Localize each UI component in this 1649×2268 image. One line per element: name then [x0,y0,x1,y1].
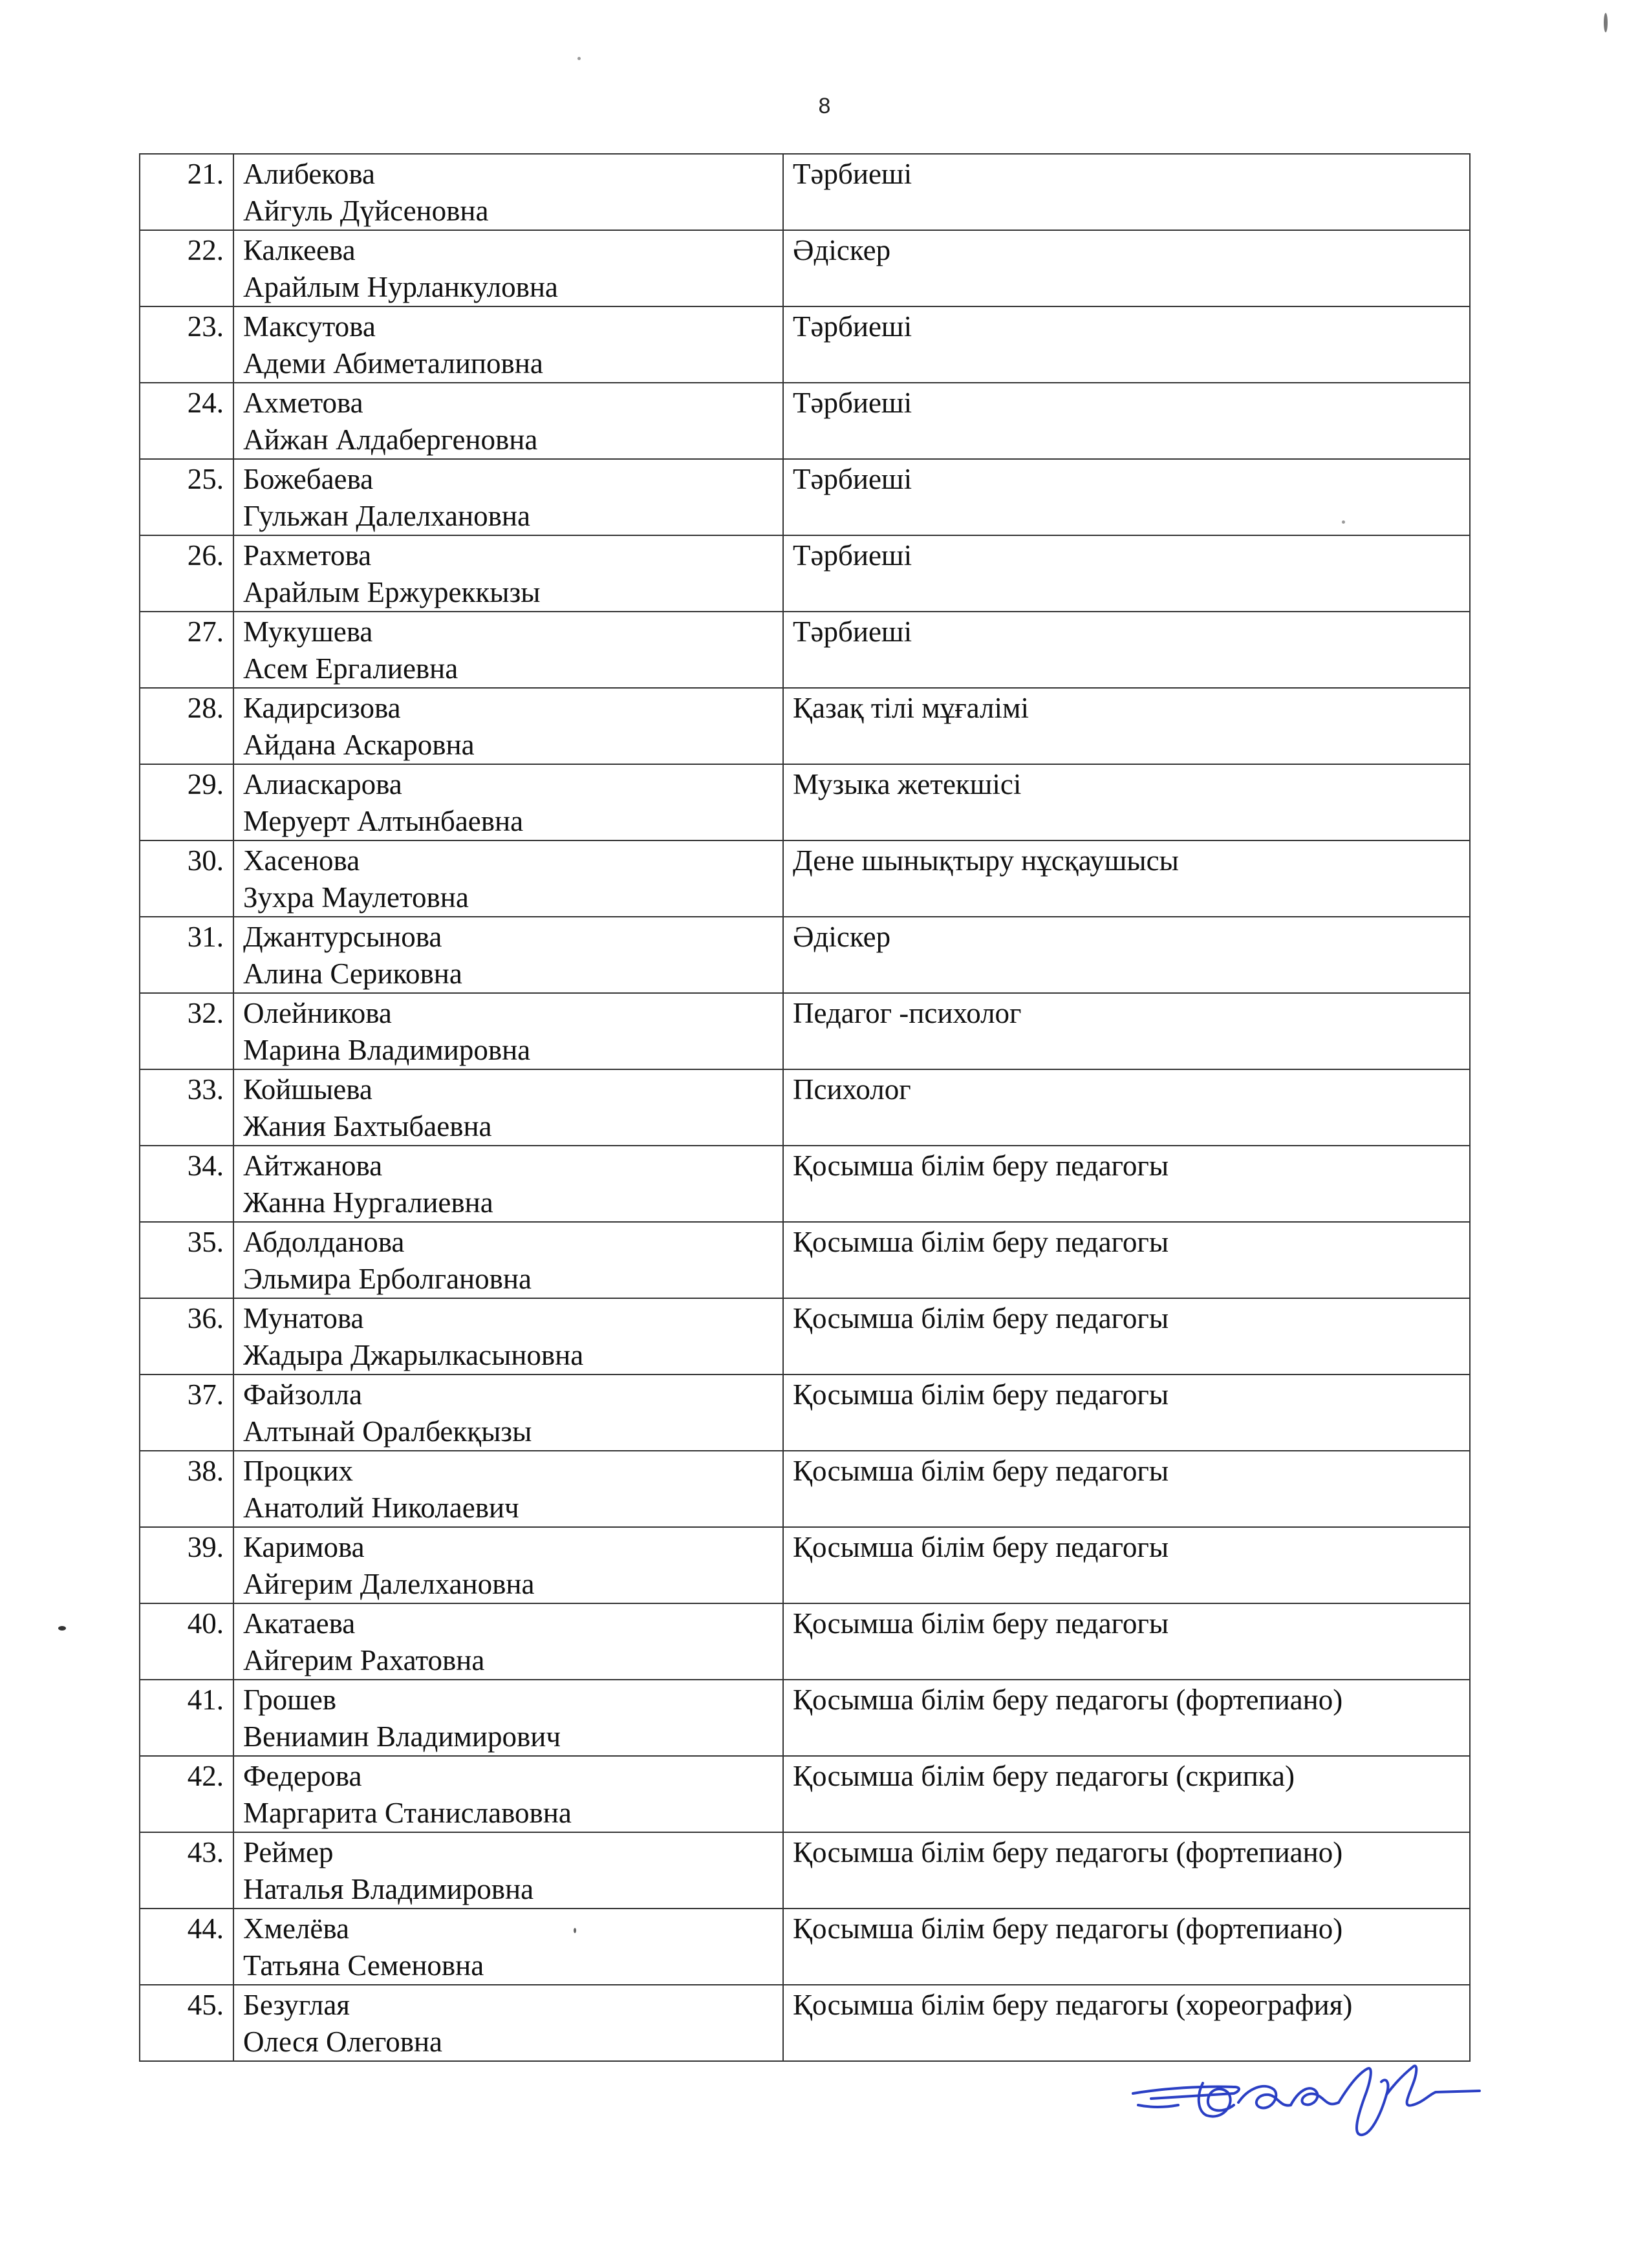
row-number: 41. [140,1680,233,1756]
table-row [140,230,1470,306]
given-names: Айдана Аскаровна [243,729,475,761]
position: Қосымша білім беру педагогы (фортепиано) [783,1680,1470,1756]
given-names: Олеся Олеговна [243,2026,443,2058]
full-name-cell [233,1603,783,1680]
surname: Грошев [243,1684,337,1716]
surname: Алибекова [243,158,376,190]
table-row [140,535,1470,612]
row-number: 33. [140,1069,233,1146]
surname: Процких [243,1455,354,1487]
table-row [140,1909,1470,1985]
full-name-cell [233,1680,783,1756]
surname: Мунатова [243,1302,364,1334]
position: Дене шынықтыру нұсқаушысы [783,840,1470,917]
surname: Джантурсынова [243,921,442,953]
given-names: Асем Ергалиевна [243,652,458,685]
surname: Айтжанова [243,1150,383,1182]
full-name-cell [233,230,783,306]
table-row [140,1603,1470,1680]
full-name-cell [233,1451,783,1527]
position: Қосымша білім беру педагогы [783,1146,1470,1222]
position: Қосымша білім беру педагогы [783,1222,1470,1298]
row-number: 40. [140,1603,233,1680]
row-number: 39. [140,1527,233,1603]
row-number: 22. [140,230,233,306]
row-number: 43. [140,1832,233,1909]
full-name-cell [233,612,783,688]
row-number: 29. [140,764,233,840]
given-names: Жадыра Джарылкасыновна [243,1339,584,1371]
surname: Койшыева [243,1073,372,1106]
surname: Ахметова [243,387,363,419]
position: Әдіскер [783,917,1470,993]
full-name-cell [233,1985,783,2061]
row-number: 24. [140,383,233,459]
table-row [140,1680,1470,1756]
staff-table [139,153,1471,2062]
given-names: Айжан Алдабергеновна [243,423,538,456]
full-name-cell [233,1832,783,1909]
given-names: Маргарита Станиславовна [243,1797,572,1829]
table-row [140,1146,1470,1222]
surname: Абдолданова [243,1226,405,1258]
table-row [140,764,1470,840]
row-number: 36. [140,1298,233,1375]
row-number: 32. [140,993,233,1069]
table-row [140,840,1470,917]
table-row [140,306,1470,383]
position: Тәрбиеші [783,459,1470,535]
row-number: 31. [140,917,233,993]
row-number: 26. [140,535,233,612]
position: Тәрбиеші [783,535,1470,612]
row-number: 28. [140,688,233,764]
row-number: 25. [140,459,233,535]
given-names: Айгуль Дүйсеновна [243,195,489,227]
full-name-cell [233,1298,783,1375]
given-names: Алтынай Оралбекқызы [243,1415,532,1448]
given-names: Арайлым Нурланкуловна [243,271,558,303]
position: Педагог -психолог [783,993,1470,1069]
scan-speck [58,1626,66,1631]
given-names: Наталья Владимировна [243,1873,534,1905]
row-number: 44. [140,1909,233,1985]
table-row [140,1451,1470,1527]
given-names: Айгерим Рахатовна [243,1644,485,1676]
row-number: 23. [140,306,233,383]
given-names: Меруерт Алтынбаевна [243,805,524,837]
position: Қосымша білім беру педагогы (хореография) [783,1985,1470,2061]
full-name-cell [233,993,783,1069]
full-name-cell [233,764,783,840]
full-name-cell [233,1375,783,1451]
position: Тәрбиеші [783,154,1470,230]
full-name-cell [233,1146,783,1222]
full-name-cell [233,306,783,383]
given-names: Вениамин Владимирович [243,1720,561,1753]
full-name-cell [233,917,783,993]
row-number: 38. [140,1451,233,1527]
position: Тәрбиеші [783,612,1470,688]
full-name-cell [233,154,783,230]
position: Тәрбиеші [783,383,1470,459]
given-names: Татьяна Семеновна [243,1949,484,1982]
page-number: 8 [818,94,831,118]
surname: Максутова [243,310,376,343]
given-names: Арайлым Ержуреккызы [243,576,541,608]
staff-table-body [140,154,1470,2061]
position: Қосымша білім беру педагогы [783,1375,1470,1451]
given-names: Эльмира Ерболгановна [243,1263,532,1295]
scan-speck [574,1928,576,1933]
given-names: Анатолий Николаевич [243,1492,519,1524]
table-row [140,1375,1470,1451]
row-number: 42. [140,1756,233,1832]
surname: Кадирсизова [243,692,401,724]
table-row [140,688,1470,764]
surname: Реймер [243,1836,334,1868]
table-row [140,1527,1470,1603]
table-row [140,1069,1470,1146]
scan-speck [1342,520,1345,524]
position: Қосымша білім беру педагогы (фортепиано) [783,1909,1470,1985]
row-number: 30. [140,840,233,917]
row-number: 37. [140,1375,233,1451]
table-row [140,1222,1470,1298]
surname: Божебаева [243,463,374,495]
signature [1125,2043,1487,2140]
surname: Федерова [243,1760,362,1792]
given-names: Жания Бахтыбаевна [243,1110,492,1142]
surname: Рахметова [243,539,372,572]
position: Қазақ тілі мұғалімі [783,688,1470,764]
given-names: Марина Владимировна [243,1034,531,1066]
position: Қосымша білім беру педагогы (фортепиано) [783,1832,1470,1909]
surname: Каримова [243,1531,365,1563]
row-number: 35. [140,1222,233,1298]
given-names: Адеми Абиметалиповна [243,347,543,380]
position: Психолог [783,1069,1470,1146]
table-row [140,612,1470,688]
surname: Хмелёва [243,1912,350,1945]
surname: Файзолла [243,1378,362,1411]
table-row [140,1756,1470,1832]
full-name-cell [233,1756,783,1832]
given-names: Жанна Нургалиевна [243,1186,493,1219]
position: Қосымша білім беру педагогы [783,1527,1470,1603]
given-names: Гульжан Далелхановна [243,500,530,532]
scan-speck [577,57,581,60]
position: Қосымша білім беру педагогы [783,1298,1470,1375]
surname: Хасенова [243,844,360,877]
surname: Калкеева [243,234,356,266]
full-name-cell [233,1222,783,1298]
given-names: Айгерим Далелхановна [243,1568,535,1600]
full-name-cell [233,840,783,917]
table-row [140,917,1470,993]
table-row [140,383,1470,459]
surname: Безуглая [243,1989,350,2021]
position: Тәрбиеші [783,306,1470,383]
full-name-cell [233,1527,783,1603]
full-name-cell [233,459,783,535]
full-name-cell [233,1069,783,1146]
position: Қосымша білім беру педагогы [783,1603,1470,1680]
full-name-cell [233,688,783,764]
position: Қосымша білім беру педагогы (скрипка) [783,1756,1470,1832]
given-names: Зухра Маулетовна [243,881,469,914]
surname: Акатаева [243,1607,356,1640]
table-row [140,993,1470,1069]
row-number: 45. [140,1985,233,2061]
surname: Мукушева [243,615,373,648]
position: Музыка жетекшісі [783,764,1470,840]
row-number: 27. [140,612,233,688]
full-name-cell [233,535,783,612]
position: Әдіскер [783,230,1470,306]
surname: Алиаскарова [243,768,402,800]
surname: Олейникова [243,997,392,1029]
row-number: 34. [140,1146,233,1222]
scan-speck [1604,13,1608,32]
full-name-cell [233,1909,783,1985]
table-row [140,1832,1470,1909]
full-name-cell [233,383,783,459]
row-number: 21. [140,154,233,230]
given-names: Алина Сериковна [243,957,462,990]
position: Қосымша білім беру педагогы [783,1451,1470,1527]
table-row [140,154,1470,230]
table-row [140,459,1470,535]
table-row [140,1298,1470,1375]
